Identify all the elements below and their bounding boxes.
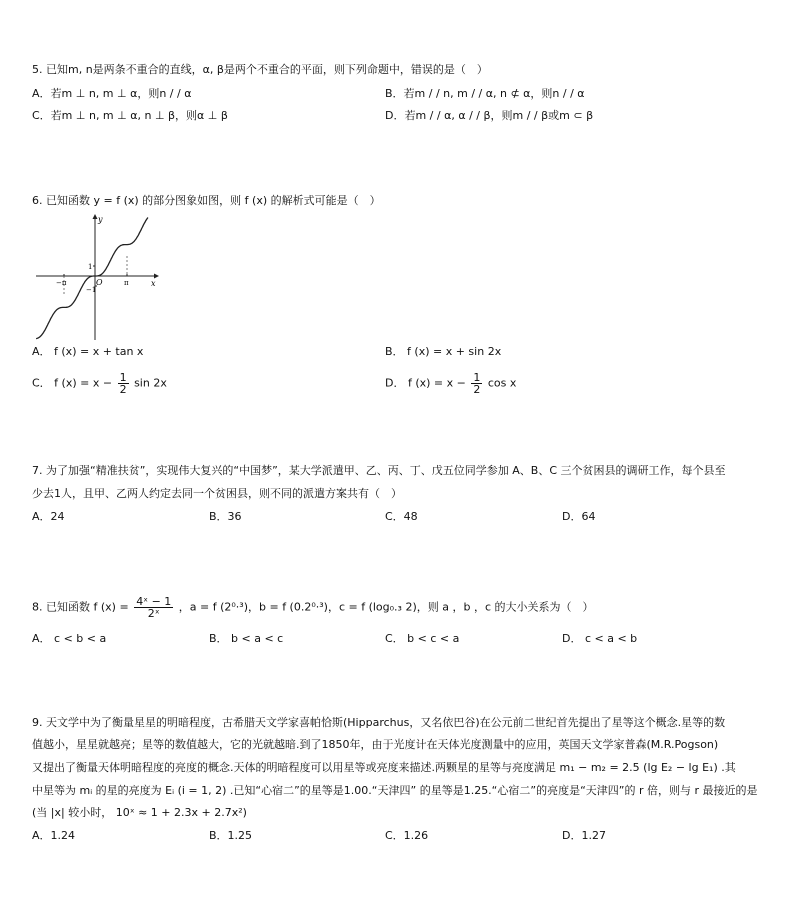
q6-option-c-numerator: 1: [119, 371, 127, 384]
q9-option-d: D．1.27: [562, 829, 606, 842]
q9-line2: 值越小，星星就越亮；星等的数值越大，它的光就越暗.到了1850年，由于光度计在天体光度测量中的应用，英国天文学家普森(M.R.Pogson): [32, 738, 719, 751]
q6-option-d-fraction: [471, 372, 482, 395]
q6-option-d-numerator: 1: [473, 371, 481, 384]
q8-func-lhs: f (x) =: [93, 600, 129, 614]
y-axis-arrow: [93, 214, 98, 219]
x-axis-arrow: [154, 274, 159, 279]
q7-option-a: A．24: [32, 510, 65, 523]
q7-option-c: C．48: [385, 510, 418, 523]
q6-option-d: [385, 372, 516, 395]
q6-option-d-denominator: 2: [473, 383, 481, 396]
q8-option-b: B． b < a < c: [209, 632, 284, 645]
q9-line1: 9. 天文学中为了衡量星星的明暗程度，古希腊天文学家喜帕恰斯(Hipparchus，又名依巴谷)在公元前二世纪首先提出了星等这个概念.星等的数: [32, 716, 726, 729]
function-curve: [36, 218, 148, 339]
q6-function-graph: [34, 213, 159, 341]
q5-option-b: B．若m / / n, m / / α, n ⊄ α，则n / / α: [385, 87, 585, 100]
q9-option-a: A．1.24: [32, 829, 76, 842]
q5-option-c: C．若m ⊥ n, m ⊥ α, n ⊥ β，则α ⊥ β: [32, 109, 228, 122]
y-label: y: [98, 215, 103, 224]
q5-stem: 5. 已知m, n是两条不重合的直线，α, β是两个不重合的平面，则下列命题中，错误的是（ ）: [32, 63, 488, 76]
x-label: x: [151, 279, 156, 288]
q9-line4: 中星等为 mᵢ 的星的亮度为 Eᵢ (i = 1, 2) .已知“心宿二”的星等是1.00.“天津四” 的星等是1.25.“心宿二”的亮度是“天津四”的 r 倍，则与 r 最接近的是: [32, 784, 758, 797]
q6-option-c: [32, 372, 167, 395]
q9-option-b: B．1.25: [209, 829, 253, 842]
q7-stem-line1: 7. 为了加强“精准扶贫”，实现伟大复兴的“中国梦”，某大学派遣甲、乙、丙、丁、戊五位同学参加 A、B、C 三个贫困县的调研工作，每个县至: [32, 464, 726, 477]
label-minus-one: −1: [86, 286, 97, 294]
q8-option-d: D． c < a < b: [562, 632, 638, 645]
q7-stem-line2: 少去1人，且甲、乙两人约定去同一个贫困县，则不同的派遣方案共有（ ）: [32, 487, 402, 500]
label-minus-pi: −π: [56, 279, 67, 287]
q6-option-d-suffix: cos x: [487, 376, 517, 390]
q9-line5: (当 |x| 较小时， 10ˣ ≈ 1 + 2.3x + 2.7x²): [32, 806, 247, 819]
q6-option-c-denominator: 2: [119, 383, 127, 396]
q6-option-c-suffix: sin 2x: [134, 376, 167, 390]
q5-option-d: D．若m / / α, α / / β，则m / / β或m ⊂ β: [385, 109, 594, 122]
q6-option-d-prefix: D． f (x) = x −: [385, 376, 466, 390]
label-pi: π: [124, 279, 129, 287]
q6-option-a: A． f (x) = x + tan x: [32, 345, 144, 358]
q8-option-c: C． b < c < a: [385, 632, 460, 645]
label-one: 1: [88, 263, 93, 271]
q9-line3: 又提出了衡量天体明暗程度的亮度的概念.天体的明暗程度可以用星等或亮度来描述.两颗星的星等与亮度满足 m₁ − m₂ = 2.5 (lg E₂ − lg E₁) .其: [32, 761, 736, 774]
q6-option-c-prefix: C． f (x) = x −: [32, 376, 113, 390]
q5-option-a: A．若m ⊥ n, m ⊥ α，则n / / α: [32, 87, 192, 100]
q8-stem-rest: ，a = f (2⁰·³)，b = f (0.2⁰·³)，c = f (log₀.₃ 2)，则 a ，b ，c 的大小关系为（ ）: [178, 600, 594, 614]
q6-stem: 6. 已知函数 y = f (x) 的部分图象如图，则 f (x) 的解析式可能是（ ）: [32, 194, 381, 207]
q8-option-a: A． c < b < a: [32, 632, 107, 645]
origin-label: O: [96, 278, 103, 287]
q8-func-denominator: 2ˣ: [147, 607, 160, 620]
q7-option-d: D．64: [562, 510, 596, 523]
q9-option-c: C．1.26: [385, 829, 429, 842]
q8-func-numerator: 4ˣ − 1: [136, 595, 172, 608]
q6-option-c-fraction: [118, 372, 129, 395]
q8-stem-prefix: 8. 已知函数: [32, 600, 90, 614]
q7-option-b: B．36: [209, 510, 242, 523]
q6-option-b: B． f (x) = x + sin 2x: [385, 345, 502, 358]
q8-stem: [32, 596, 594, 619]
q8-func-fraction: [134, 596, 173, 619]
